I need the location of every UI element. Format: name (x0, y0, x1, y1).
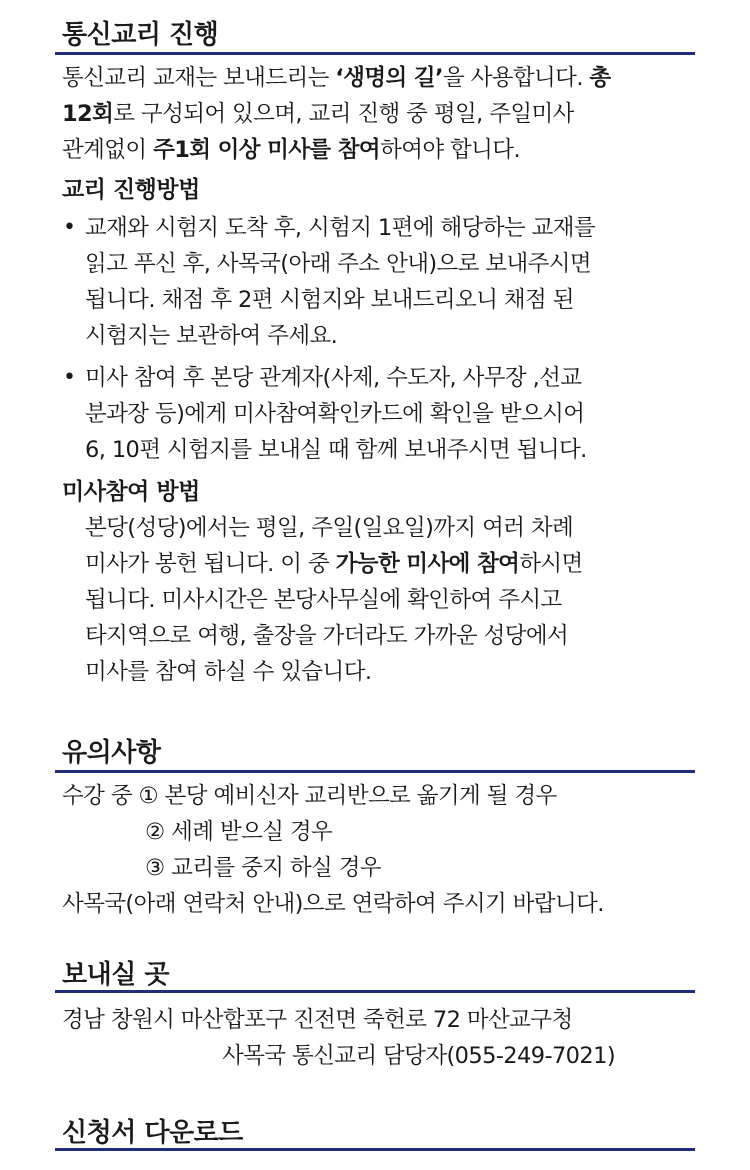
mass-emphasis: 가능한 미사에 참여 (335, 551, 520, 577)
section-title-download[interactable]: 신청서 다운로드 (62, 1118, 243, 1148)
notes-line: 수강 중 ① 본당 예비신자 교리반으로 옮기게 될 경우 (62, 783, 557, 809)
mass-requirement: 주1회 이상 미사를 참여 (153, 137, 381, 163)
section-divider (55, 52, 695, 55)
intro-text: 로 구성되어 있으며, 교리 진행 중 평일, 주일미사 (113, 101, 574, 127)
bullet-marker: • (63, 365, 76, 390)
bullet1-line: 됩니다. 채점 후 2편 시험지와 보내드리오니 채점 된 (85, 287, 574, 313)
mass-line: 본당(성당)에서는 평일, 주일(일요일)까지 여러 차례 (85, 515, 574, 541)
bullet1-line: 읽고 푸신 후, 사목국(아래 주소 안내)으로 보내주시면 (85, 251, 592, 277)
section-divider (55, 1148, 695, 1151)
notes-line: ② 세례 받으실 경우 (145, 819, 333, 845)
bullet1-line: 교재와 시험지 도착 후, 시험지 1편에 해당하는 교재를 (85, 215, 595, 241)
mass-line: 타지역으로 여행, 출장을 가더라도 가까운 성당에서 (85, 623, 569, 649)
mass-text: 하시면 (519, 551, 583, 577)
bullet2-line: 미사 참여 후 본당 관계자(사제, 수도자, 사무장 ,선교 (85, 365, 582, 391)
intro-line-2 (62, 96, 574, 132)
section-title-notes: 유의사항 (62, 738, 161, 768)
session-count: 12회 (62, 101, 114, 127)
contact-line: 사목국 통신교리 담당자(055-249-7021) (222, 1043, 616, 1069)
intro-line-1 (62, 60, 611, 96)
intro-line-3 (62, 132, 520, 168)
section-title-send: 보내실 곳 (62, 960, 170, 990)
bullet2-line: 분과장 등)에게 미사참여확인카드에 확인을 받으시어 (85, 401, 585, 427)
subheading-mass: 미사참여 방법 (62, 479, 200, 505)
notes-line: ③ 교리를 중지 하실 경우 (145, 855, 381, 881)
notes-line: 사목국(아래 연락처 안내)으로 연락하여 주시기 바랍니다. (62, 891, 604, 917)
bullet-marker: • (63, 215, 76, 240)
intro-text: 통신교리 교재는 보내드리는 (62, 65, 336, 91)
textbook-name: ‘생명의 길’ (335, 65, 443, 91)
mass-line: 됩니다. 미사시간은 본당사무실에 확인하여 주시고 (85, 587, 562, 613)
intro-text: 관계없이 (62, 137, 154, 163)
section-divider (55, 990, 695, 993)
address-line: 경남 창원시 마산합포구 진전면 죽헌로 72 마산교구청 (62, 1007, 573, 1033)
section-divider (55, 770, 695, 773)
mass-line (85, 546, 583, 582)
intro-text: 을 사용합니다. (442, 65, 590, 91)
mass-line: 미사를 참여 하실 수 있습니다. (85, 659, 372, 685)
bullet1-line: 시험지는 보관하여 주세요. (85, 323, 338, 349)
intro-text: 하여야 합니다. (380, 137, 520, 163)
section-title-course: 통신교리 진행 (62, 20, 219, 50)
intro-emphasis: 총 (589, 65, 611, 91)
mass-text: 미사가 봉헌 됩니다. 이 중 (85, 551, 336, 577)
bullet2-line: 6, 10편 시험지를 보내실 때 함께 보내주시면 됩니다. (85, 437, 587, 463)
subheading-method: 교리 진행방법 (62, 177, 200, 203)
